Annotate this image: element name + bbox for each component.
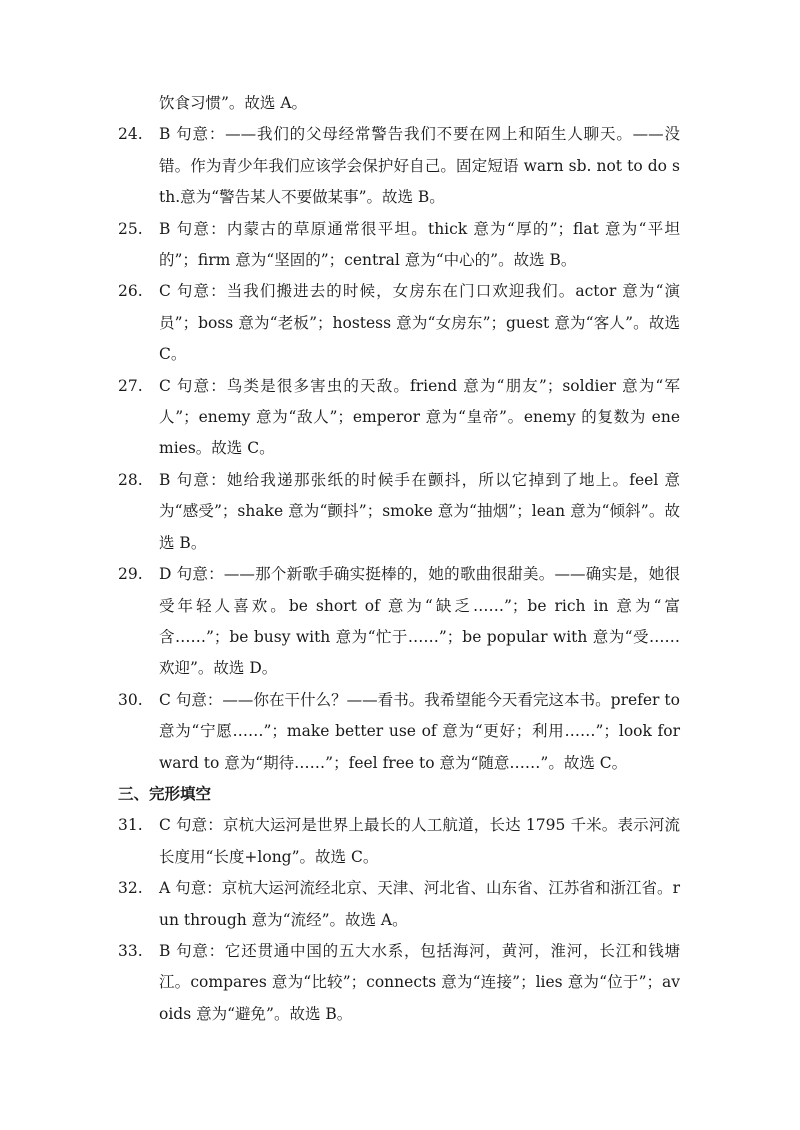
explanation-26 [118,276,680,370]
question-number: 26. [118,282,143,301]
question-number: 27. [118,376,143,395]
question-number: 30. [118,690,143,709]
explanation-24 [118,119,680,213]
explanation-text: B 句意：它还贯通中国的五大水系，包括海河，黄河，淮河，长江和钱塘江。compares 意为“比较”；connects 意为“连接”；lies 意为“位于”；avoids 意为“避免”。故选 B。 [159,941,680,1023]
question-number: 32. [118,879,143,898]
explanation-text: C 句意：——你在干什么？——看书。我希望能今天看完这本书。prefer to 意为“宁愿……”；make better use of 意为“更好；利用……”；look forward to 意为“期待……”；feel free to 意为“随意……”。故选 C。 [159,690,680,772]
explanation-text: C 句意：当我们搬进去的时候，女房东在门口欢迎我们。actor 意为“演员”；boss 意为“老板”；hostess 意为“女房东”；guest 意为“客人”。故选 C。 [159,282,680,364]
explanation-28 [118,465,680,559]
explanation-33 [118,936,680,1030]
question-number: 31. [118,816,143,835]
question-number: 28. [118,470,143,489]
explanation-29 [118,559,680,685]
explanation-text: A 句意：京杭大运河流经北京、天津、河北省、山东省、江苏省和浙江省。run through 意为“流经”。故选 A。 [159,879,680,929]
question-number: 25. [118,219,143,238]
explanation-text: B 句意：内蒙古的草原通常很平坦。thick 意为“厚的”；flat 意为“平坦的”；firm 意为“坚固的”；central 意为“中心的”。故选 B。 [159,219,680,270]
section-heading: 三、完形填空 [118,784,212,803]
answer-explanations [118,88,680,1030]
explanation-32 [118,873,680,936]
continued-explanation: 饮食习惯”。故选 A。 [159,94,308,112]
question-number: 29. [118,565,143,584]
explanation-text: B 句意：她给我递那张纸的时候手在颤抖，所以它掉到了地上。feel 意为“感受”；shake 意为“颤抖”；smoke 意为“抽烟”；lean 意为“倾斜”。故选 B。 [159,470,680,552]
question-number: 24. [118,125,143,144]
explanation-text: D 句意：——那个新歌手确实挺棒的，她的歌曲很甜美。——确实是，她很受年轻人喜欢。be short of 意为“缺乏……”；be rich in 意为“富含……”；be busy with 意为“忙于……”；be popular with 意为“受……欢迎”。故选 D。 [159,565,680,678]
explanation-25 [118,214,680,277]
explanation-30 [118,685,680,779]
explanation-31 [118,810,680,873]
explanation-text: C 句意：京杭大运河是世界上最长的人工航道，长达 1795 千米。表示河流长度用“长度+long”。故选 C。 [159,816,680,866]
question-number: 33. [118,941,143,960]
explanation-text: B 句意：——我们的父母经常警告我们不要在网上和陌生人聊天。——没错。作为青少年我们应该学会保护好自己。固定短语 warn sb. not to do sth.意为“警告某人不要做某事”。故选 B。 [159,125,680,207]
explanation-27 [118,371,680,465]
explanation-text: C 句意：鸟类是很多害虫的天敌。friend 意为“朋友”；soldier 意为“军人”；enemy 意为“敌人”；emperor 意为“皇帝”。enemy 的复数为 enemies。故选 C。 [159,376,680,458]
